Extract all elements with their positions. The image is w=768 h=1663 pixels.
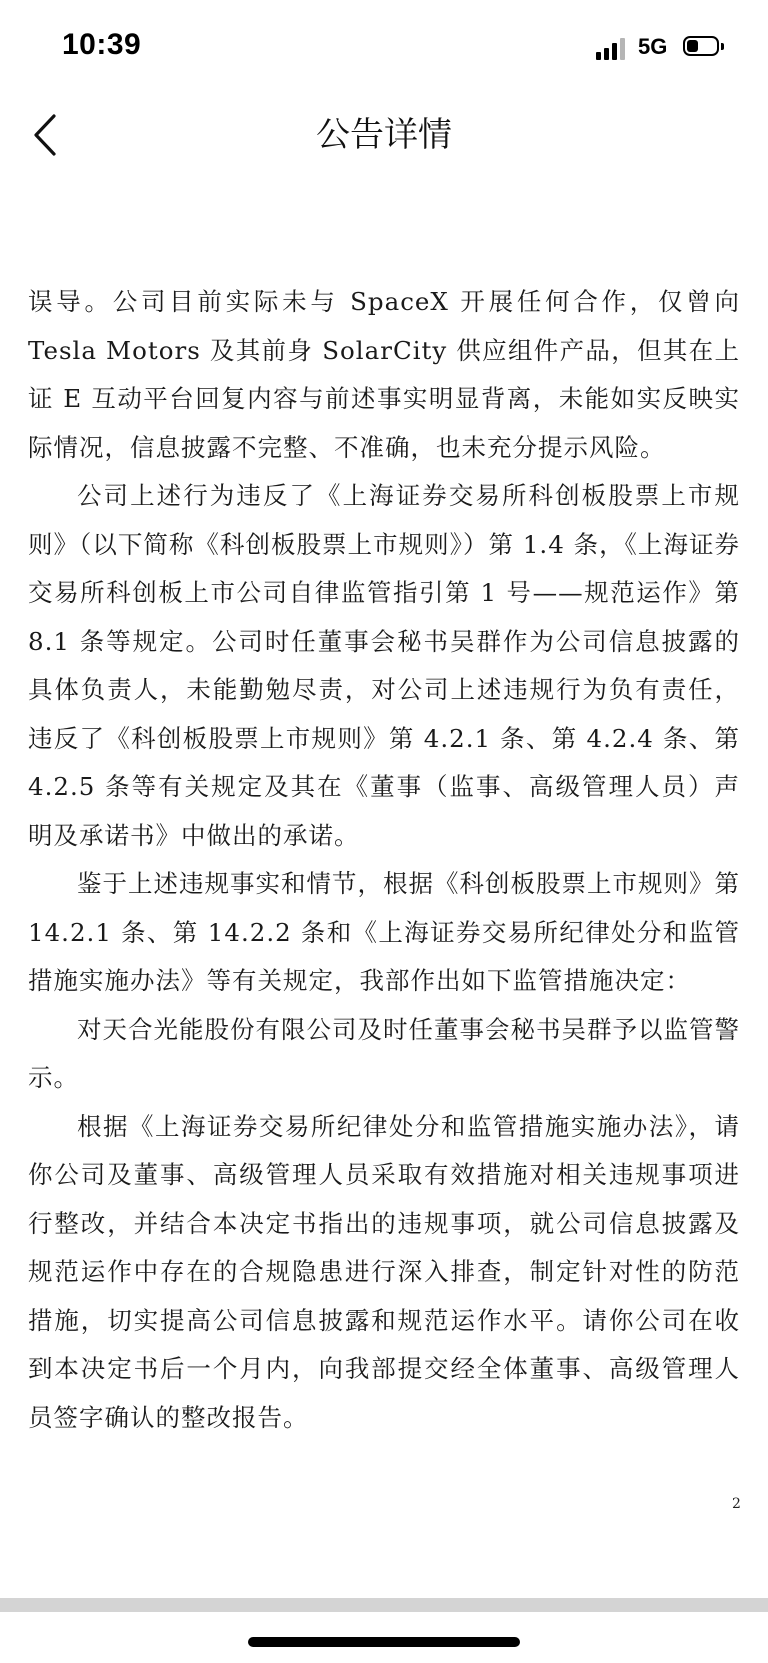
status-time: 10:39 bbox=[62, 28, 142, 61]
status-bar bbox=[0, 0, 768, 96]
signal-bar bbox=[612, 43, 617, 60]
paragraph: 鉴于上述违规事实和情节，根据《科创板股票上市规则》第 14.2.1 条、第 14.2.2 条和《上海证券交易所纪律处分和监管措施实施办法》等有关规定，我部作出如下监管措施决定： bbox=[28, 869, 740, 995]
scroll-end-divider bbox=[0, 1598, 768, 1612]
signal-bar bbox=[604, 48, 609, 60]
paragraph: 根据《上海证券交易所纪律处分和监管措施实施办法》，请你公司及董事、高级管理人员采取有效措施对相关违规事项进行整改，并结合本决定书指出的违规事项，就公司信息披露及规范运作中存在的合规隐患进行深入排查，制定针对性的防范措施，切实提高公司信息披露和规范运作水平。请你公司在收到本决定书后一个月内，向我部提交经全体董事、高级管理人员签字确认的整改报告。 bbox=[28, 1111, 740, 1432]
paragraph: 对天合光能股份有限公司及时任董事会秘书吴群予以监管警示。 bbox=[28, 1014, 740, 1092]
signal-bar bbox=[596, 52, 601, 60]
battery-fill bbox=[687, 40, 698, 52]
paragraph: 误导。公司目前实际未与 SpaceX 开展任何合作，仅曾向 Tesla Motors 及其前身 SolarCity 供应组件产品，但其在上证 E 互动平台回复内容与前述事实明显背离，未能如实反映实际情况，信息披露不完整、不准确，也未充分提示风险。 bbox=[28, 287, 740, 462]
page-number: 2 bbox=[732, 1496, 741, 1512]
battery-icon bbox=[683, 36, 727, 60]
paragraph: 公司上述行为违反了《上海证券交易所科创板股票上市规则》（以下简称《科创板股票上市规则》）第 1.4 条，《上海证券交易所科创板上市公司自律监管指引第 1 号——规范运作》第 8.1 条等规定。公司时任董事会秘书吴群作为公司信息披露的具体负责人，未能勤勉尽责，对公司上述违规行为负有责任，违反了《科创板股票上市规则》第 4.2.1 条、第 4.2.4 条、第 4.2.5 条等有关规定及其在《董事（监事、高级管理人员）声明及承诺书》中做出的承诺。 bbox=[28, 481, 740, 850]
cellular-signal-icon bbox=[596, 38, 626, 60]
navigation-bar bbox=[0, 96, 768, 176]
page-title: 公告详情 bbox=[316, 115, 452, 155]
signal-bar bbox=[620, 38, 625, 60]
network-type-label: 5G bbox=[638, 34, 668, 59]
home-indicator[interactable] bbox=[248, 1637, 520, 1647]
announcement-body bbox=[28, 278, 740, 1442]
